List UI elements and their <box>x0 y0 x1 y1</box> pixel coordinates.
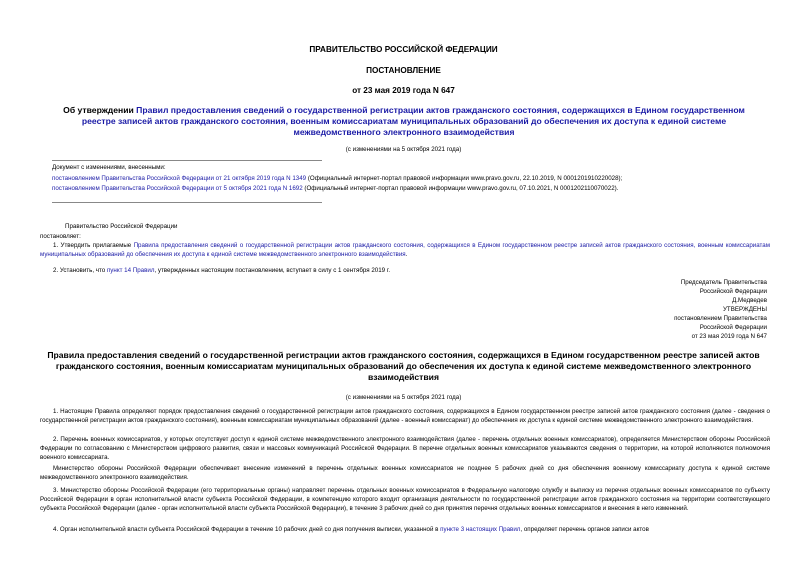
amendment-link-1692[interactable]: постановлением Правительства Российской Федерации от 5 октября 2021 года N 1692 <box>52 185 303 192</box>
title-prefix: Об утверждении <box>63 105 137 115</box>
document-date: от 23 мая 2019 года N 647 <box>352 86 455 95</box>
amendment-link-1349[interactable]: постановлением Правительства Российской Федерации от 21 октября 2019 года N 1349 <box>52 175 307 182</box>
decree-point-2 <box>53 266 770 275</box>
amendments-block <box>52 163 772 193</box>
document-title <box>48 105 760 138</box>
revision-note: (с изменениями на 5 октября 2021 года) <box>345 146 462 153</box>
rule-3: 3. Министерство обороны Российской Федерации (его территориальные органы) направляет перечень отдельных военных комиссариатов в Федеральную налоговую службу и выписку из перечня отдельных военных комиссариатов по субъекту Российской Федерации в орган исполнительной власти субъекта Российской Федерации, в компетенцию которого входит организация деятельности по государственной регистрации актов гражданского состояния на территории соответствующего субъекта Российской Федерации (далее - орган исполнительной власти субъекта Российской Федерации), в течение 3 рабочих дней со дня принятия перечня отдельных военных комиссариатов и внесения в него изменений. <box>40 487 770 512</box>
point-2-end: , утвержденных настоящим постановлением, вступает в силу с 1 сентября 2019 г. <box>154 267 391 274</box>
preamble-line-1: Правительство Российской Федерации <box>65 223 178 230</box>
rule-4-start: 4. Орган исполнительной власти субъекта Российской Федерации в течение 10 рабочих дней со дня получения выписки, указанной в <box>53 526 441 533</box>
rule-4-end: , определяет перечень органов записи актов <box>520 526 649 533</box>
rules-title: Правила предоставления сведений о государственной регистрации актов гражданского состояния, содержащихся в Едином государственном реестре записей актов гражданского состояния, военным комиссариатам муниципальных образований до обеспечения их доступа к единой системе межведомственного электронного взаимодействия <box>47 350 760 382</box>
decree-point-1 <box>40 241 770 259</box>
point-3-link[interactable]: пункте 3 настоящих Правил <box>440 526 521 533</box>
approval-country: Российской Федерации <box>699 324 767 331</box>
rule-4 <box>40 525 770 534</box>
preamble-line-2: постановляет: <box>40 233 81 240</box>
amendment-item <box>52 174 772 183</box>
approval-label: УТВЕРЖДЕНЫ <box>723 306 767 313</box>
signature-block <box>500 278 767 341</box>
divider-bottom <box>52 202 322 203</box>
government-heading: ПРАВИТЕЛЬСТВО РОССИЙСКОЙ ФЕДЕРАЦИИ <box>309 45 498 54</box>
point-1-end: . <box>405 251 408 258</box>
amendments-intro: Документ с изменениями, внесенными: <box>52 164 166 171</box>
title-rules-link[interactable]: Правил предоставления сведений о государственной регистрации актов гражданского состояния, содержащихся в Едином государственном реестре записей актов гражданского состояния, военным комиссариатам муниципальных образований до обеспечения их доступа к единой системе межведомственного электронного взаимодействия <box>81 105 745 137</box>
amendment-source: (Официальный интернет-портал правовой информации www.pravo.gov.ru, 07.10.2021, N 0001202110070022). <box>302 185 619 192</box>
point-2-start: 2. Установить, что <box>53 267 107 274</box>
approval-date: от 23 мая 2019 года N 647 <box>691 333 767 340</box>
rules-revision-note: (с изменениями на 5 октября 2021 года) <box>345 394 462 401</box>
amendment-source: (Официальный интернет-портал правовой информации www.pravo.gov.ru, 22.10.2019, N 0001201910220028); <box>306 175 623 182</box>
rule-2-paragraph-2: Министерство обороны Российской Федерации обеспечивает внесение изменений в перечень отдельных военных комиссариатов не позднее 5 рабочих дней со дня обеспечения военному комиссариату доступа к единой системе межведомственного электронного взаимодействия. <box>40 465 770 481</box>
point-14-link[interactable]: пункт 14 Правил <box>106 267 155 274</box>
rule-2: 2. Перечень военных комиссариатов, у которых отсутствует доступ к единой системе межведомственного электронного взаимодействия (далее - перечень отдельных военных комиссариатов), определяется Министерством обороны Российской Федерации по согласованию с Министерством цифрового развития, связи и массовых коммуникаций Российской Федерации. В перечне отдельных военных комиссариатов указываются сведения о территории, на которой исполняются полномочия военного комиссариата. <box>40 436 770 461</box>
document-type-heading: ПОСТАНОВЛЕНИЕ <box>366 66 441 75</box>
signature-name: Д.Медведев <box>732 297 767 304</box>
amendment-item <box>52 184 772 193</box>
rules-link[interactable]: Правила предоставления сведений о государственной регистрации актов гражданского состояния, содержащихся в Едином государственном реестре записей актов гражданского состояния, военным комиссариатам муниципальных образований до обеспечения их доступа к единой системе межведомственного электронного взаимодействия <box>40 242 770 258</box>
point-1-start: 1. Утвердить прилагаемые <box>53 242 134 249</box>
signature-position: Председатель Правительства <box>680 279 767 286</box>
signature-country: Российской Федерации <box>699 288 767 295</box>
divider-top <box>52 160 322 161</box>
approval-by: постановлением Правительства <box>674 315 767 322</box>
rule-1: 1. Настоящие Правила определяют порядок предоставления сведений о государственной регистрации актов гражданского состояния, содержащихся в Едином государственном реестре записей актов гражданского состояния (далее - сведения о государственной регистрации актов гражданского состояния), военным комиссариатам муниципальных образований (далее - военный комиссариат) до обеспечения их доступа к единой системе межведомственного электронного взаимодействия. <box>40 408 770 424</box>
